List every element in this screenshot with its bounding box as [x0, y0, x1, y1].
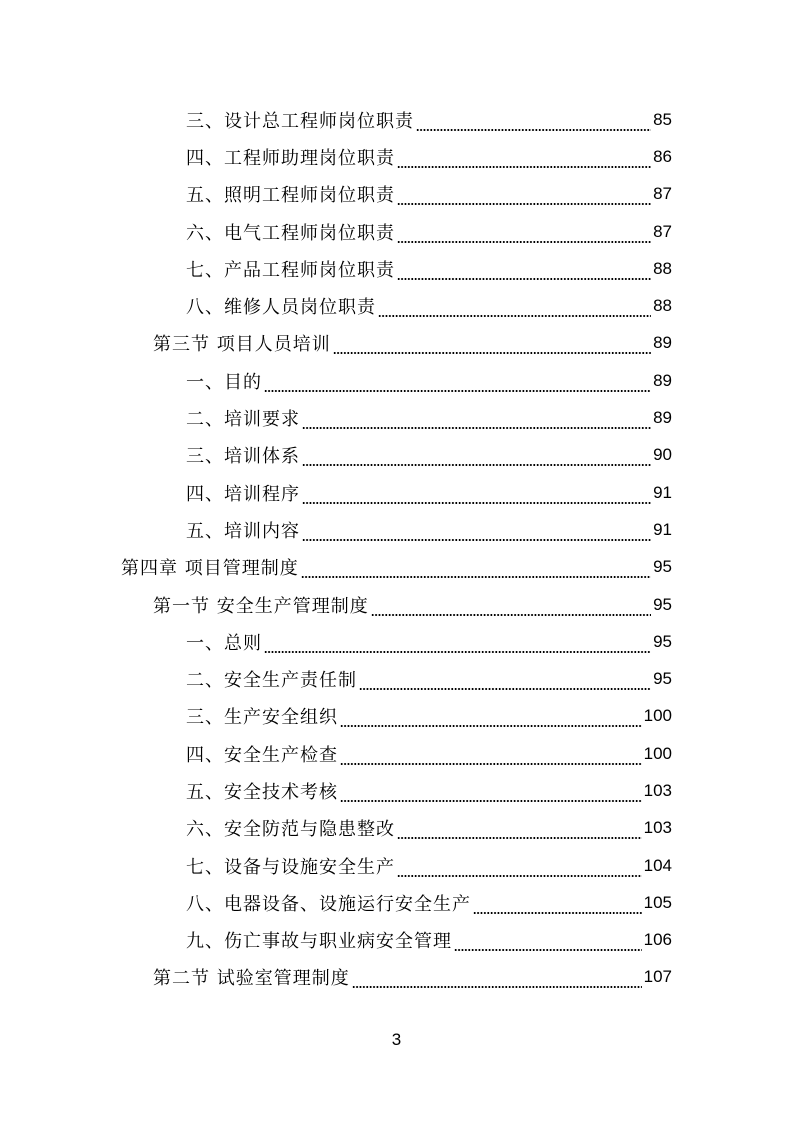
toc-entry-title: 八、电器设备、设施运行安全生产	[186, 893, 471, 915]
toc-entry-title: 第二节 试验室管理制度	[153, 968, 350, 990]
toc-entry-title: 三、设计总工程师岗位职责	[186, 110, 414, 132]
dot-leader	[371, 599, 651, 617]
toc-entry-page: 100	[643, 743, 672, 763]
toc-entry[interactable]	[0, 772, 793, 809]
toc-entry-title: 七、设备与设施安全生产	[186, 856, 395, 878]
toc-entry[interactable]	[0, 250, 793, 287]
toc-section-entry[interactable]	[0, 586, 793, 623]
toc-entry-title: 三、生产安全组织	[186, 707, 338, 729]
toc-entry-title: 第一节 安全生产管理制度	[153, 595, 369, 617]
toc-entry[interactable]	[0, 138, 793, 175]
toc-entry-title: 四、培训程序	[186, 483, 300, 505]
toc-entry-page: 103	[643, 780, 672, 800]
toc-entry[interactable]	[0, 176, 793, 213]
dot-leader	[473, 897, 642, 915]
toc-entry-page: 104	[643, 855, 672, 875]
toc-entry[interactable]	[0, 101, 793, 138]
toc-entry[interactable]	[0, 287, 793, 324]
toc-entry-title: 六、电气工程师岗位职责	[186, 222, 395, 244]
toc-entry-page: 88	[653, 296, 672, 316]
toc-entry-title: 五、照明工程师岗位职责	[186, 185, 395, 207]
toc-entry[interactable]	[0, 399, 793, 436]
dot-leader	[302, 449, 651, 467]
toc-entry-title: 二、培训要求	[186, 409, 300, 431]
toc-entry-page: 105	[643, 892, 672, 912]
toc-entry-page: 95	[653, 594, 672, 614]
toc-entry-page: 87	[653, 221, 672, 241]
toc-entry-page: 91	[653, 519, 672, 539]
toc-entry[interactable]	[0, 847, 793, 884]
toc-entry-title: 六、安全防范与隐患整改	[186, 819, 395, 841]
dot-leader	[378, 300, 651, 318]
dot-leader	[301, 561, 651, 579]
toc-entry-page: 95	[653, 631, 672, 651]
toc-entry[interactable]	[0, 810, 793, 847]
toc-entry-page: 103	[643, 818, 672, 838]
toc-entry-page: 89	[653, 370, 672, 390]
table-of-contents	[0, 101, 793, 996]
toc-entry-page: 90	[653, 445, 672, 465]
toc-entry-title: 二、安全生产责任制	[186, 670, 357, 692]
dot-leader	[352, 971, 642, 989]
toc-entry-page: 89	[653, 333, 672, 353]
dot-leader	[454, 934, 642, 952]
toc-entry[interactable]	[0, 735, 793, 772]
toc-entry[interactable]	[0, 474, 793, 511]
toc-entry[interactable]	[0, 660, 793, 697]
toc-entry[interactable]	[0, 698, 793, 735]
dot-leader	[264, 636, 651, 654]
page-number: 3	[391, 1030, 402, 1049]
toc-section-entry[interactable]	[0, 959, 793, 996]
toc-entry-page: 95	[653, 669, 672, 689]
toc-entry[interactable]	[0, 884, 793, 921]
toc-entry[interactable]	[0, 437, 793, 474]
toc-entry-page: 85	[653, 109, 672, 129]
toc-entry-title: 五、培训内容	[186, 520, 300, 542]
toc-entry[interactable]	[0, 623, 793, 660]
toc-entry[interactable]	[0, 511, 793, 548]
toc-entry-title: 三、培训体系	[186, 446, 300, 468]
toc-entry-page: 89	[653, 408, 672, 428]
dot-leader	[340, 785, 642, 803]
toc-entry-title: 五、安全技术考核	[186, 781, 338, 803]
dot-leader	[397, 263, 651, 281]
toc-entry-title: 八、维修人员岗位职责	[186, 297, 376, 319]
toc-entry-page: 106	[643, 930, 672, 950]
dot-leader	[397, 226, 651, 244]
dot-leader	[340, 748, 642, 766]
toc-entry-title: 七、产品工程师岗位职责	[186, 259, 395, 281]
dot-leader	[302, 487, 651, 505]
toc-entry-title: 第四章 项目管理制度	[121, 558, 299, 580]
dot-leader	[333, 337, 651, 355]
dot-leader	[359, 673, 651, 691]
toc-entry-page: 87	[653, 184, 672, 204]
toc-entry-page: 100	[643, 706, 672, 726]
dot-leader	[302, 412, 651, 430]
dot-leader	[302, 524, 651, 542]
dot-leader	[340, 710, 642, 728]
dot-leader	[397, 188, 651, 206]
toc-entry-page: 91	[653, 482, 672, 502]
toc-entry-title: 一、总则	[186, 632, 262, 654]
toc-chapter-entry[interactable]	[0, 549, 793, 586]
toc-entry-title: 四、工程师助理岗位职责	[186, 147, 395, 169]
toc-entry-title: 九、伤亡事故与职业病安全管理	[186, 931, 452, 953]
toc-section-entry[interactable]	[0, 325, 793, 362]
dot-leader	[264, 375, 651, 393]
toc-entry-page: 88	[653, 258, 672, 278]
dot-leader	[397, 151, 651, 169]
dot-leader	[397, 860, 642, 878]
toc-entry[interactable]	[0, 362, 793, 399]
toc-entry[interactable]	[0, 213, 793, 250]
toc-entry[interactable]	[0, 922, 793, 959]
toc-entry-title: 第三节 项目人员培训	[153, 334, 331, 356]
toc-entry-title: 一、目的	[186, 371, 262, 393]
dot-leader	[397, 822, 642, 840]
toc-entry-title: 四、安全生产检查	[186, 744, 338, 766]
dot-leader	[416, 114, 651, 132]
toc-entry-page: 107	[643, 967, 672, 987]
toc-entry-page: 95	[653, 557, 672, 577]
toc-entry-page: 86	[653, 146, 672, 166]
